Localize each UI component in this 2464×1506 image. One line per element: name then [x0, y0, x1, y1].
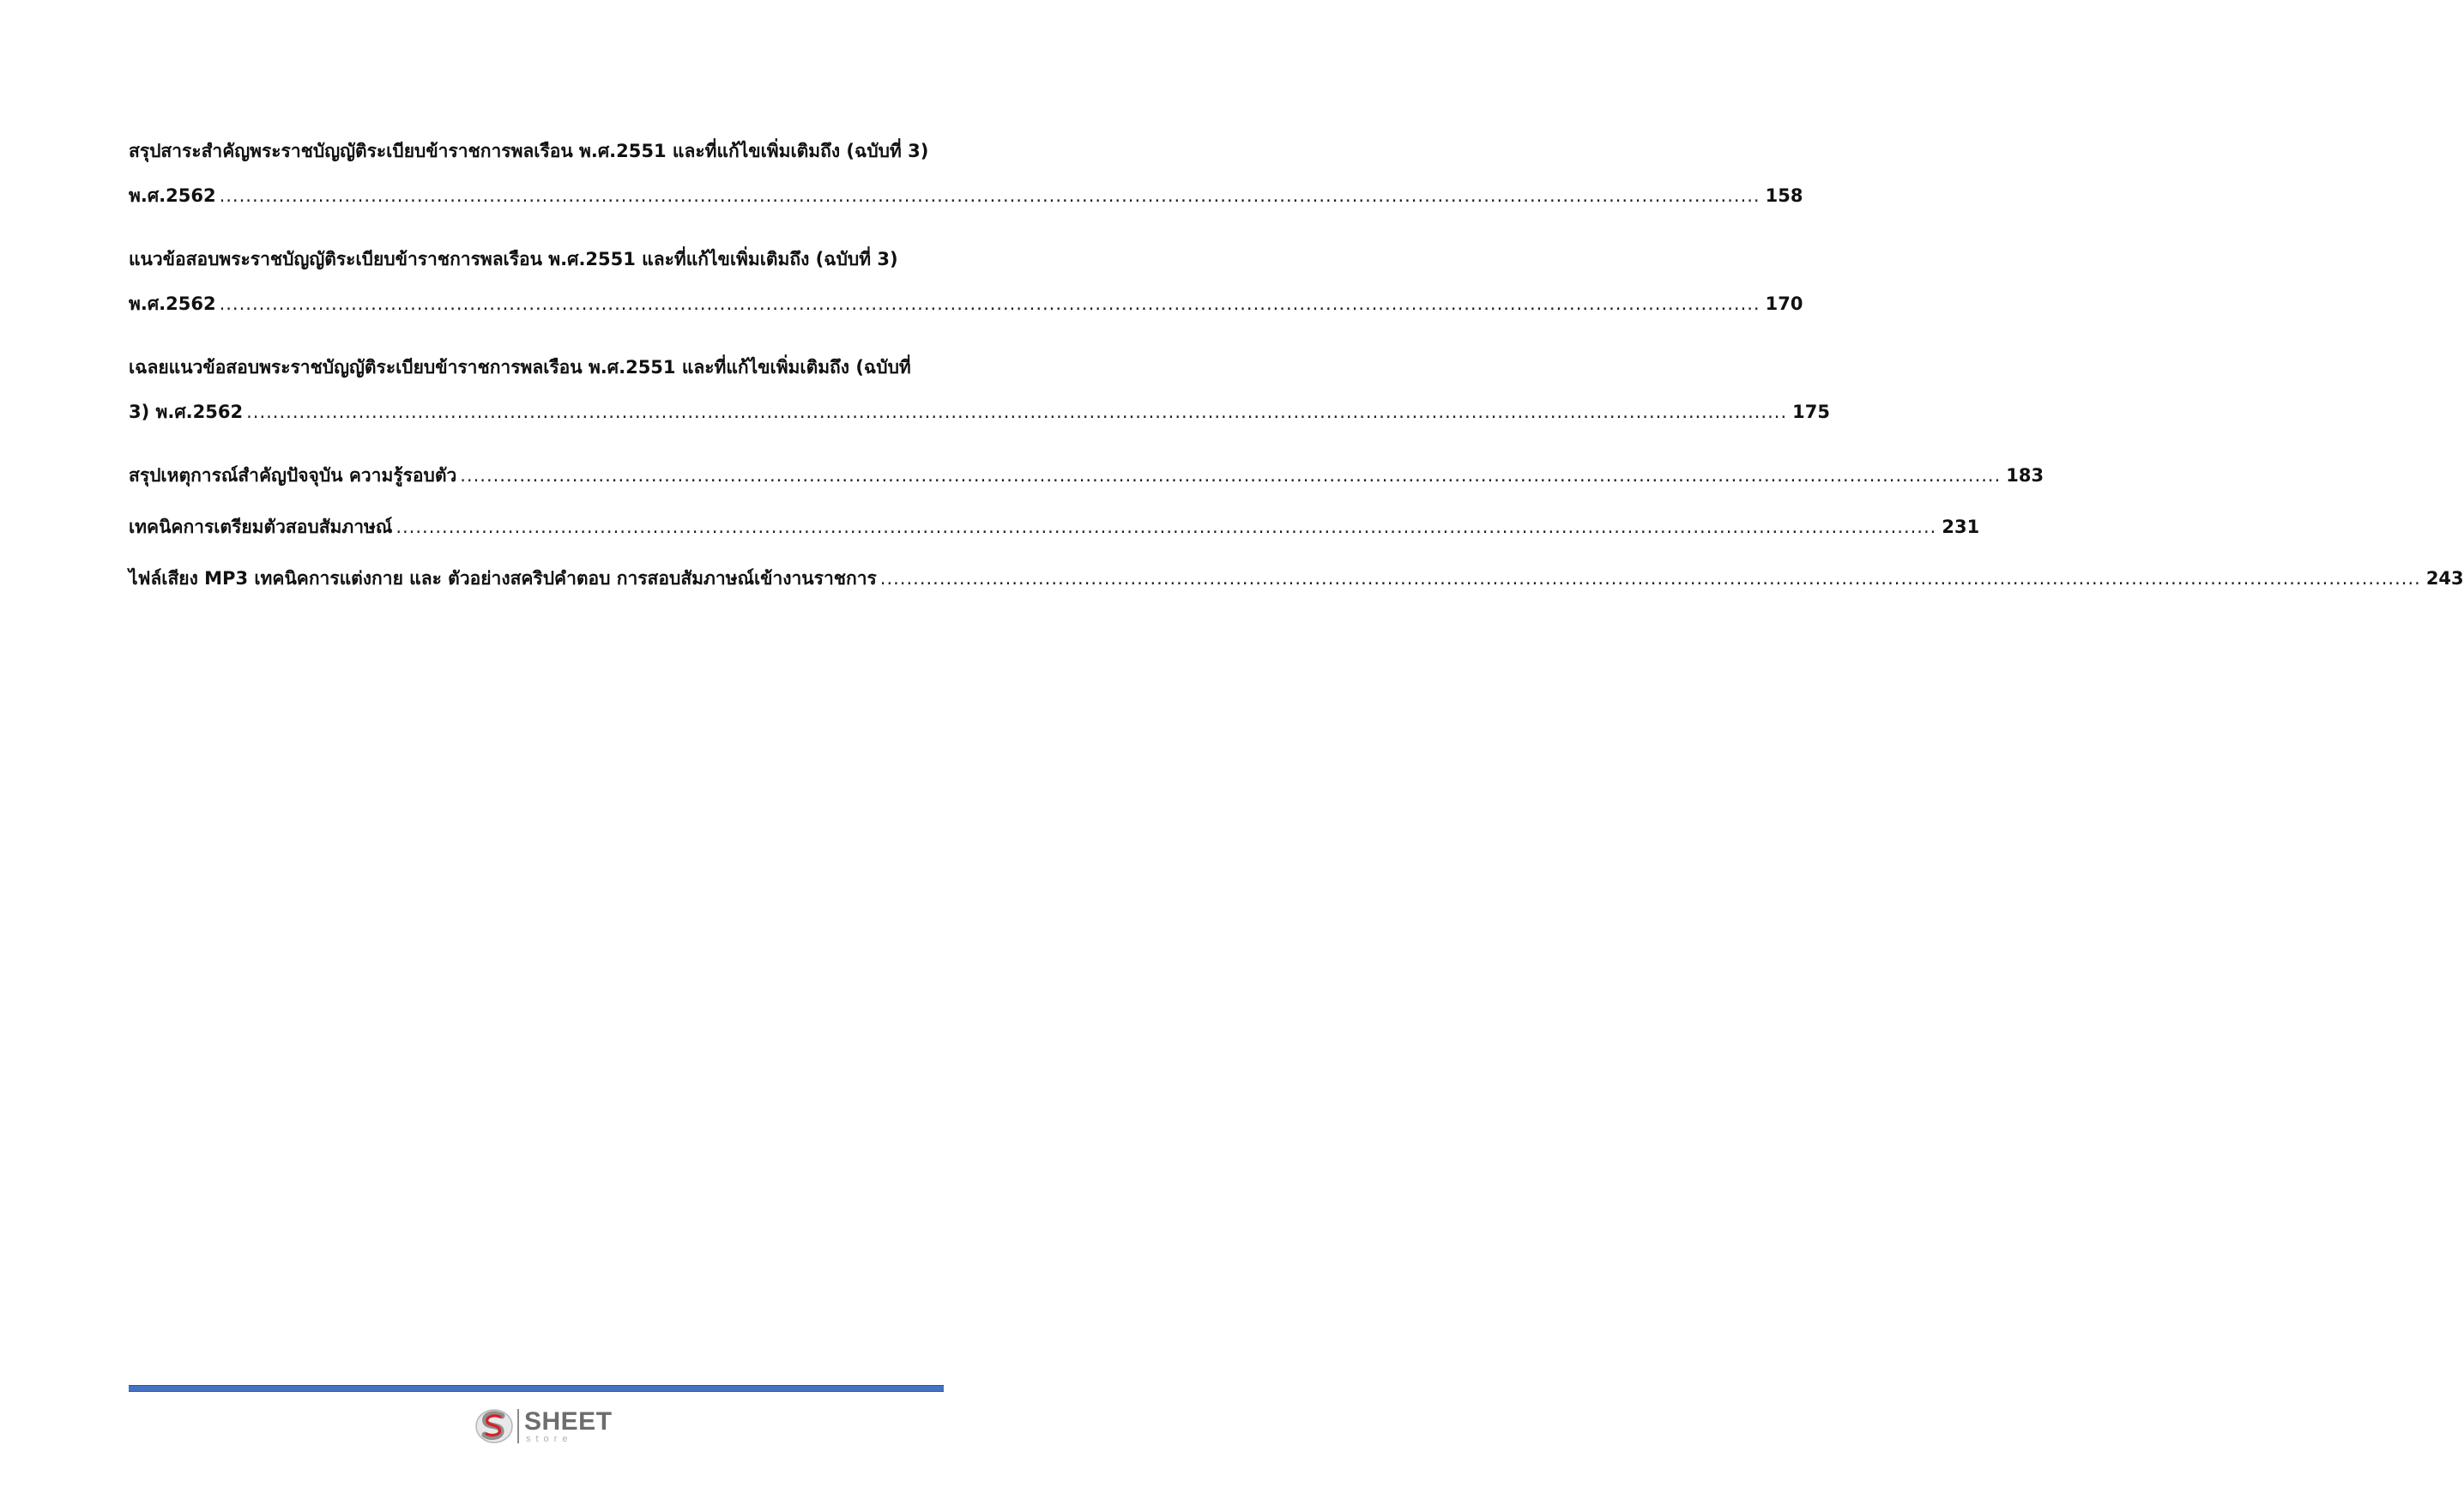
toc-entry[interactable] [129, 129, 1803, 218]
toc-entry-title-continued: 3) พ.ศ.2562 [129, 402, 244, 422]
logo-wordmark [524, 1406, 613, 1444]
toc-page-number: 158 [1765, 185, 1803, 206]
toc-entry[interactable] [129, 556, 2464, 601]
toc-page-number: 231 [1942, 517, 1980, 537]
logo-word: SHEET [524, 1406, 613, 1436]
logo-divider [517, 1409, 519, 1443]
dot-leader [220, 173, 1760, 218]
toc-entry-leader-line [129, 173, 1803, 218]
toc-entry-title-continued: พ.ศ.2562 [129, 293, 216, 314]
dot-leader [246, 390, 1787, 434]
toc-entry-leader-line [129, 390, 1830, 434]
sheet-store-logo [474, 1404, 613, 1449]
logo-subword: store [526, 1433, 573, 1444]
toc-page-number: 175 [1792, 402, 1830, 422]
dot-leader [396, 505, 1936, 549]
toc-entry-title: สรุปเหตุการณ์สำคัญปัจจุบัน ความรู้รอบตัว [129, 465, 457, 486]
table-of-contents [129, 129, 2464, 608]
toc-entry-title-line [129, 129, 935, 173]
toc-entry-title: ไฟล์เสียง MP3 เทคนิคการแต่งกาย และ ตัวอย่างสคริปคำตอบ การสอบสัมภาษณ์เข้างานราชการ [129, 568, 877, 589]
footer-divider [129, 1385, 944, 1392]
toc-entry-title-line [129, 345, 935, 390]
dot-leader [220, 281, 1760, 326]
dot-leader [460, 453, 2001, 498]
toc-entry-leader-line [129, 505, 1980, 549]
toc-entry[interactable] [129, 453, 2044, 498]
toc-page-number: 183 [2006, 465, 2044, 486]
dot-leader [880, 556, 2421, 601]
toc-entry[interactable] [129, 505, 1980, 549]
toc-entry-title: เทคนิคการเตรียมตัวสอบสัมภาษณ์ [129, 517, 393, 537]
toc-entry-leader-line [129, 281, 1803, 326]
toc-entry[interactable] [129, 345, 1830, 434]
toc-entry-title-continued: พ.ศ.2562 [129, 185, 216, 206]
toc-entry-title: แนวข้อสอบพระราชบัญญัติระเบียบข้าราชการพลเรือน พ.ศ.2551 และที่แก้ไขเพิ่มเติมถึง (ฉบับที่ 3) [129, 249, 898, 269]
toc-entry-leader-line [129, 453, 2044, 498]
toc-entry-title: เฉลยแนวข้อสอบพระราชบัญญัติระเบียบข้าราชการพลเรือน พ.ศ.2551 และที่แก้ไขเพิ่มเติมถึง (ฉบับที่ [129, 357, 911, 378]
toc-page-number: 243 [2425, 568, 2464, 589]
toc-entry[interactable] [129, 237, 1803, 326]
toc-entry-title-line [129, 237, 935, 281]
sheet-store-s-logo-icon [474, 1406, 514, 1446]
toc-page-number: 170 [1765, 293, 1803, 314]
toc-entry-leader-line [129, 556, 2464, 601]
toc-entry-title: สรุปสาระสำคัญพระราชบัญญัติระเบียบข้าราชการพลเรือน พ.ศ.2551 และที่แก้ไขเพิ่มเติมถึง (ฉบับที่ 3) [129, 141, 929, 161]
